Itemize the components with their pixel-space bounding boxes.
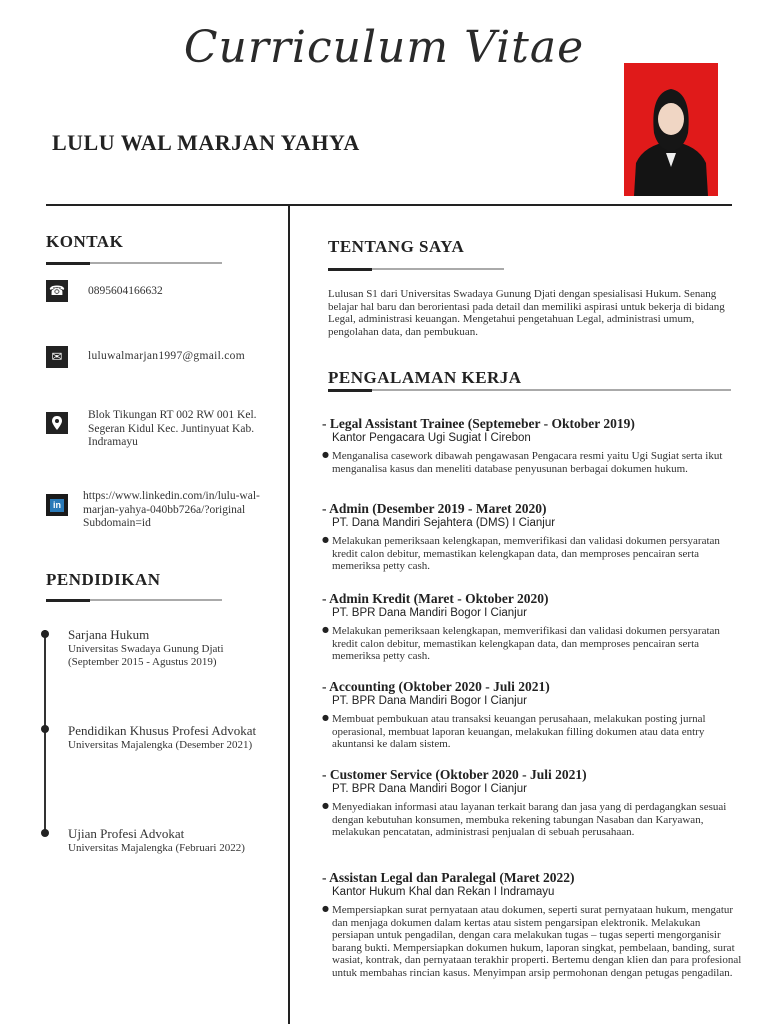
bullet-icon: ● [322,625,329,634]
bullet-icon: ● [322,801,329,810]
job-description: Mempersiapkan surat pernyataan atau dokumen, seperti surat pernyataan hukum, mengatur dan menjaga dokumen dalam kertas atau sistem pengarsipan elektronik. Melakukan persiapan untuk pengadilan, dengan cara melakukan tugas – tugas seperti mengorganisir barang bukti. Mempersiapkan dokumen hukum, laporan singkat, pembelaan, banding, surat wasiat, kontrak, dan pernyataan terakhir properti. Bertemu dengan klien dan para profesional untuk membahas rincian kasus. Menyimpan arsip permohonan dengan petugas pengadilan. [332,904,742,979]
education-dates: (September 2015 - Agustus 2019) [68,656,217,668]
job-title: - Customer Service (Oktober 2020 - Juli 2021) [322,767,587,782]
about-heading-underline [328,268,504,270]
about-heading: TENTANG SAYA [328,237,465,256]
job-entry [322,679,742,751]
location-icon [46,412,68,434]
job-title: - Assistan Legal dan Paralegal (Maret 2022) [322,870,575,885]
bullet-icon: ● [322,535,329,544]
about-text: Lulusan S1 dari Universitas Swadaya Gunung Djati dengan spesialisasi Hukum. Senang belajar hal baru dan berorientasi pada detail dan memiliki aspirasi untuk bekerja di bidang Legal, administrasi keuangan. Mengetahui pengetahuan Legal, administrasi umum, pengolahan data, dan pembukuan. [328,288,725,338]
email-icon: ✉ [46,346,68,368]
job-entry [322,591,742,663]
job-company: PT. BPR Dana Mandiri Bogor I Cianjur [332,695,527,707]
experience-heading: PENGALAMAN KERJA [328,368,522,387]
timeline-dot [41,630,49,638]
job-entry [322,416,742,475]
job-description: Menganalisa casework dibawah pengawasan Pengacara resmi yaitu Ugi Sugiat serta ikut menganalisa kasus dan meneliti database penyusunan berbagai dokumen hukum. [332,450,723,475]
job-title: - Accounting (Oktober 2020 - Juli 2021) [322,679,550,694]
contact-linkedin[interactable]: https://www.linkedin.com/in/lulu-wal-marjan-yahya-040bb726a/?original Subdomain=id [83,490,260,529]
contact-address: Blok Tikungan RT 002 RW 001 Kel. Segeran Kidul Kec. Juntinyuat Kab. Indramayu [88,409,257,448]
contact-heading-underline [46,262,222,264]
education-item [68,627,224,669]
candidate-name: LULU WAL MARJAN YAHYA [52,130,360,155]
job-description: Menyediakan informasi atau layanan terkait barang dan jasa yang di perdagangkan sesuai dengan kebutuhan konsumen, membuka rekening tabungan Nasaban dan Karyawan, melakukan pencatatan, administrasi penjualan di sebuah perusahaan. [332,801,727,838]
bullet-icon: ● [322,450,329,459]
job-entry [322,501,742,573]
education-title: Pendidikan Khusus Profesi Advokat [68,723,257,738]
education-item [68,826,245,855]
contact-email: luluwalmarjan1997@gmail.com [88,350,245,362]
header-divider [46,204,732,206]
education-school: Universitas Majalengka (Desember 2021) [68,739,253,751]
job-entry [322,767,742,839]
education-title: Sarjana Hukum [68,627,150,642]
cv-title: Curriculum Vitae [183,22,585,73]
job-company: Kantor Hukum Khal dan Rekan I Indramayu [332,886,555,898]
education-heading-underline [46,599,222,601]
linkedin-icon: in [46,494,68,516]
job-description: Melakukan pemeriksaan kelengkapan, memverifikasi dan validasi dokumen persyaratan kredit calon debitur, memastikan kelengkapan data, dan memproses pencairan serta memeriksa petty cash. [332,625,720,662]
job-title: - Legal Assistant Trainee (Septemeber - Oktober 2019) [322,416,635,431]
bullet-icon: ● [322,713,329,722]
timeline-dot [41,725,49,733]
job-title: - Admin Kredit (Maret - Oktober 2020) [322,591,549,606]
job-entry [322,870,742,979]
profile-photo [624,63,718,196]
education-heading: PENDIDIKAN [46,570,161,589]
job-company: PT. BPR Dana Mandiri Bogor I Cianjur [332,783,527,795]
education-school: Universitas Swadaya Gunung Djati [68,643,224,655]
experience-heading-underline [328,389,731,391]
education-school: Universitas Majalengka (Februari 2022) [68,842,245,854]
phone-icon: ☎ [46,280,68,302]
education-title: Ujian Profesi Advokat [68,826,185,841]
job-description: Melakukan pemeriksaan kelengkapan, memverifikasi dan validasi dokumen persyaratan kredit calon debitur, memastikan kelengkapan data, dan memproses pencairan serta memeriksa petty cash. [332,535,720,572]
contact-heading: KONTAK [46,232,124,251]
contact-phone: 0895604166632 [88,285,163,297]
education-item [68,723,256,752]
job-company: PT. BPR Dana Mandiri Bogor I Cianjur [332,607,527,619]
job-title: - Admin (Desember 2019 - Maret 2020) [322,501,547,516]
job-company: Kantor Pengacara Ugi Sugiat I Cirebon [332,432,531,444]
job-company: PT. Dana Mandiri Sejahtera (DMS) I Cianjur [332,517,556,529]
job-description: Membuat pembukuan atau transaksi keuangan perusahaan, melakukan posting jurnal operasional, membuat laporan keuangan, melakukan filling dokumen atau data entry akuntansi ke dalam sistem. [332,713,706,750]
bullet-icon: ● [322,904,329,913]
column-divider [288,205,290,1024]
timeline-dot [41,829,49,837]
